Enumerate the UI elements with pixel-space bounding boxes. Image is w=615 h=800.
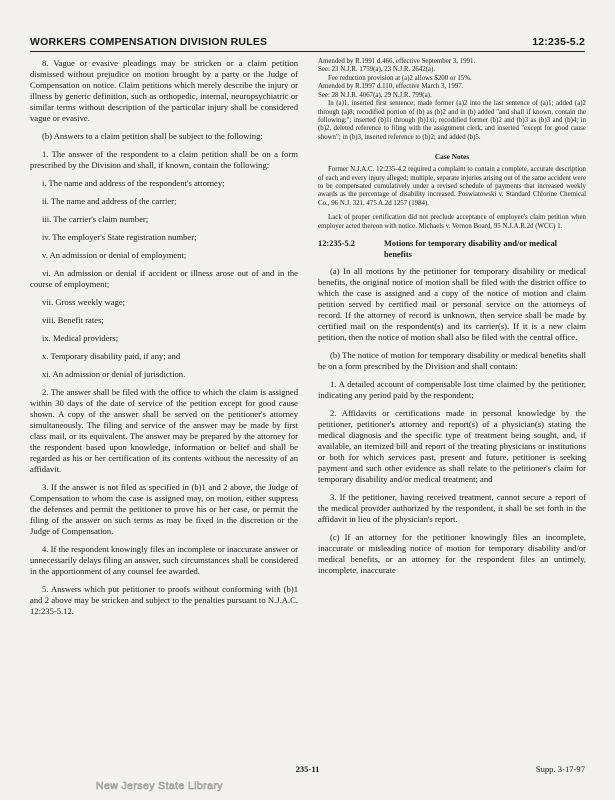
paragraph-b-intro: (b) Answers to a claim petition shall be subject to the following: bbox=[42, 131, 263, 141]
left-column bbox=[30, 58, 298, 624]
paragraph-b5: 5. Answers which put petitioner to proofs without conforming with (b)1 and 2 above may be stricken and subject to the penalties pursuant to N.J.A.C. 12:235-5.12. bbox=[30, 584, 298, 616]
list-item: ix. Medical providers; bbox=[42, 333, 119, 343]
list-item: x. Temporary disability paid, if any; and bbox=[42, 351, 181, 361]
history-line: Fee reduction provision at (a)2 allows $200 or 15%. bbox=[328, 74, 472, 82]
list-item: vii. Gross weekly wage; bbox=[42, 297, 126, 307]
history-line: In (a)1, inserted first sentence; made former (a)2 into the last sentence of (a)1; added (a)2 through (a)8; recodified portion of (b) as (b)2 and in (b) added "and shall if known, contain the following:"; inserted (b)1i through (b)1xi; recodified former (b)2 and (b)3 as (b)3 and (b)4; in (b)2, deleted reference to filing with the assignment clerk, and inserted "except for good cause shown"; in (b)3, inserted reference to (b)2; and added (b)5. bbox=[318, 100, 586, 141]
section-number: 12:235-5.2 bbox=[318, 239, 355, 249]
history-line: See: 23 N.J.R. 1759(a), 23 N.J.R. 2642(a). bbox=[318, 66, 436, 74]
paragraph-b2: 2. Affidavits or certifications made in personal knowledge by the petitioner, petitioner's attorney and report(s) of a physician(s) stating the medical diagnosis and the specific type of treatment being sought, and, if available, an itemized bill and report of the treating physicians or institutions or both for which services past, present and future, petitioner is seeking payment and such other evidence as shall relate to the petitioner's claim for temporary disability and/or medical treatment; and bbox=[318, 408, 586, 485]
history-line: Amended by R.1991 d.466, effective September 3, 1991. bbox=[318, 58, 476, 65]
case-note: Former N.J.A.C. 12:235-4.2 required a complaint to contain a complete, accurate description of each and every injury alleged; multiple, separate injuries arising out of the same accident were to be compensated cumulatively under a revised schedule of payments that increased weekly awards as the percentage of disability increased. Poswiatowski v. Standard Chlorine Chemical Co., 96 N.J. 321, 475 A.2d 1257 (1984). bbox=[318, 166, 586, 207]
section-heading bbox=[318, 239, 586, 260]
case-note: Lack of proper certification did not preclude acceptance of employee's claim petition when employer acted thereon with notice. Michaels v. Vernon Board, 95 N.J.A.R.2d (WCC) 1. bbox=[318, 214, 586, 230]
section-title: Motions for temporary disability and/or medical benefits bbox=[384, 239, 557, 259]
header-section: 12:235-5.2 bbox=[532, 36, 585, 48]
paragraph-c: (c) If an attorney for the petitioner knowingly files an incomplete, inaccurate or misleading notice of motion for temporary disability and/or medical benefits, or an attorney for the respondent files an untimely, incomplete, inaccurate bbox=[318, 532, 586, 576]
page-number: 235-11 bbox=[295, 764, 320, 774]
history-line: See: 28 N.J.R. 4067(a), 29 N.J.R. 799(a). bbox=[318, 91, 432, 99]
paragraph-b3: 3. If the petitioner, having received treatment, cannot secure a report of the medical provider authorized by the respondent, it shall be set forth in the affidavit in lieu of the physician's report. bbox=[318, 492, 586, 525]
list-item: vi. An admission or denial if accident or illness arose out of and in the course of employment; bbox=[30, 268, 298, 289]
history-note bbox=[318, 58, 586, 142]
paragraph-b1: 1. A detailed account of compensable lost time claimed by the petitioner, indicating any period paid by the respondent; bbox=[318, 379, 586, 401]
list-item: iii. The carrier's claim number; bbox=[42, 214, 149, 224]
list-item: xi. An admission or denial of jurisdiction. bbox=[42, 369, 186, 379]
paragraph-a8: 8. Vague or evasive pleadings may be stricken or a claim petition dismissed without prejudice on motion brought by a party or the Judge of Compensation on notice. Claim petitions which merely describe the injury or illness by generic definition, such as orthopedic, internal, neuropsychiatric or similar terms without description of the particular injury shall be considered vague or evasive. bbox=[30, 58, 298, 123]
list-item: ii. The name and address of the carrier; bbox=[42, 196, 177, 206]
list-item: i. The name and address of the respondent's attorney; bbox=[42, 178, 225, 188]
paragraph-b3: 3. If the answer is not filed as specified in (b)1 and 2 above, the Judge of Compensation to whom the case is assigned may, on motion, either suppress the defenses and permit the petitioner to prove his or her case, or permit the filing of the answer on such terms as may be fixed in the discretion or the Judge of Compensation. bbox=[30, 482, 298, 536]
list-item: v. An admission or denial of employment; bbox=[42, 250, 187, 260]
page-footer bbox=[30, 764, 585, 778]
paragraph-b: (b) The notice of motion for temporary disability or medical benefits shall be on a form prescribed by the Division and shall contain: bbox=[318, 350, 586, 372]
header-title: WORKERS COMPENSATION DIVISION RULES bbox=[30, 36, 268, 48]
paragraph-a: (a) In all motions by the petitioner for temporary disability or medical benefits, the original notice of motion shall be filed with the district office to which the case is assigned and a copy of the notice of motion and claim petition served by certified mail or personal service on the attorneys of record. If the attorney of record is unknown, then service shall be made by certified mail on the respondent(s) and its carrier(s). If it is a new claim petition, then the notice of motion shall also be filed with the central office. bbox=[318, 266, 586, 343]
list-item: viii. Benefit rates; bbox=[42, 315, 104, 325]
history-line: Amended by R.1997 d.110, effective March 3, 1997. bbox=[318, 83, 464, 91]
paragraph-b4: 4. If the respondent knowingly files an incomplete or inaccurate answer or unnecessarily delays filing an answer, such circumstances shall be considered in the apportionment of any counsel fee awarded. bbox=[30, 544, 298, 576]
case-notes-heading: Case Notes bbox=[434, 152, 470, 162]
paragraph-b2: 2. The answer shall be filed with the office to which the claim is assigned within 30 days of the date of service of the petition except for good cause shown. A copy of the answer shall be served on the petitioner's attorney simultaneously. The filing and service of the answer may be made by first class mail, or its equivalent. The answer may be prepared by the attorney for the respondent based upon knowledge, information or belief and shall be regarded as his or her certification of its contents without the necessity of an affidavit. bbox=[30, 387, 298, 474]
list-item: iv. The employer's State registration number; bbox=[42, 232, 197, 242]
paragraph-b1: 1. The answer of the respondent to a claim petition shall be on a form prescribed by the Division and shall, if known, contain the following: bbox=[30, 149, 298, 170]
supplement-date: Supp. 3-17-97 bbox=[535, 764, 585, 774]
library-stamp: New Jersey State Library bbox=[96, 780, 223, 792]
running-header bbox=[30, 36, 585, 52]
right-column bbox=[318, 58, 586, 583]
